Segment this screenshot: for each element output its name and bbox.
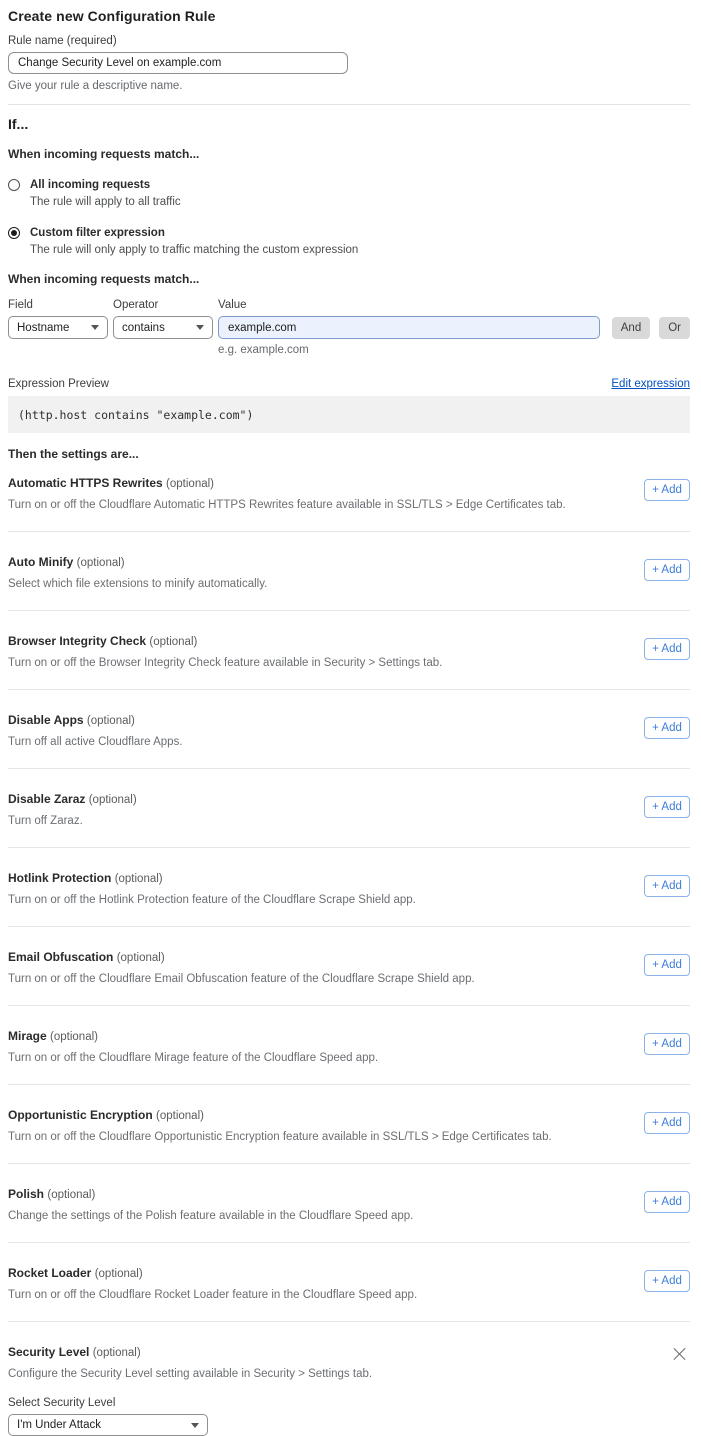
add-button[interactable]: + Add — [644, 954, 690, 976]
add-button[interactable]: + Add — [644, 1191, 690, 1213]
rule-name-input[interactable] — [8, 52, 348, 74]
optional-tag: (optional) — [92, 1347, 141, 1359]
setting-name: Browser Integrity Check — [8, 634, 147, 648]
add-button[interactable]: + Add — [644, 796, 690, 818]
settings-list — [8, 461, 690, 1322]
chevron-down-icon — [196, 325, 204, 330]
rule-name-label: Rule name (required) — [8, 35, 117, 47]
incoming-match-heading: When incoming requests match... — [8, 147, 200, 161]
value-helper: e.g. example.com — [218, 344, 309, 356]
radio-button-icon[interactable] — [8, 227, 20, 239]
add-button[interactable]: + Add — [644, 717, 690, 739]
setting-name: Polish — [8, 1187, 45, 1201]
add-button[interactable]: + Add — [644, 1112, 690, 1134]
add-button[interactable]: + Add — [644, 875, 690, 897]
setting-name: Automatic HTTPS Rewrites — [8, 476, 163, 490]
optional-tag: (optional) — [94, 1268, 143, 1280]
setting-description: Turn on or off the Cloudflare Mirage feature of the Cloudflare Speed app. — [8, 1052, 379, 1064]
optional-tag: (optional) — [50, 1031, 98, 1043]
or-button[interactable]: Or — [659, 317, 690, 339]
add-button[interactable]: + Add — [644, 479, 690, 501]
value-input[interactable] — [218, 316, 600, 339]
optional-tag: (optional) — [166, 478, 214, 490]
setting-description: Turn on or off the Cloudflare Email Obfuscation feature of the Cloudflare Scrape Shield app. — [8, 973, 475, 985]
setting-name: Disable Zaraz — [8, 792, 86, 806]
setting-description: Turn on or off the Hotlink Protection feature of the Cloudflare Scrape Shield app. — [8, 894, 416, 906]
chevron-down-icon — [191, 1423, 199, 1428]
edit-expression-link[interactable]: Edit expression — [611, 378, 690, 390]
expression-preview-label: Expression Preview — [8, 378, 109, 390]
setting-row — [8, 690, 690, 769]
radio-option-custom-filter[interactable] — [8, 226, 690, 257]
setting-description: Turn on or off the Cloudflare Rocket Loader feature in the Cloudflare Speed app. — [8, 1289, 418, 1301]
rule-name-helper: Give your rule a descriptive name. — [8, 80, 183, 92]
optional-tag: (optional) — [116, 952, 165, 964]
field-label: Field — [8, 299, 33, 311]
setting-row — [8, 461, 690, 532]
setting-row — [8, 1085, 690, 1164]
setting-name: Mirage — [8, 1029, 47, 1043]
field-select[interactable] — [8, 316, 108, 339]
expression-preview-box — [8, 396, 690, 433]
setting-name: Auto Minify — [8, 555, 74, 569]
add-button[interactable]: + Add — [644, 1270, 690, 1292]
setting-description: Turn on or off the Cloudflare Opportunistic Encryption feature available in SSL/TLS > Edge Certificates tab. — [8, 1131, 552, 1143]
setting-description: Turn off all active Cloudflare Apps. — [8, 736, 183, 748]
operator-label: Operator — [113, 299, 159, 311]
close-icon[interactable] — [673, 1346, 686, 1359]
setting-name: Email Obfuscation — [8, 950, 114, 964]
setting-row — [8, 1164, 690, 1243]
optional-tag: (optional) — [149, 636, 198, 648]
filter-expression-row — [8, 316, 690, 339]
radio-option-description: The rule will only apply to traffic matching the custom expression — [30, 244, 359, 256]
setting-name: Opportunistic Encryption — [8, 1108, 153, 1122]
add-button[interactable]: + Add — [644, 638, 690, 660]
radio-option-label: All incoming requests — [30, 179, 151, 191]
security-level-select[interactable] — [8, 1414, 208, 1436]
radio-button-icon[interactable] — [8, 179, 20, 191]
setting-row — [8, 611, 690, 690]
chevron-down-icon — [91, 325, 99, 330]
if-heading: If... — [8, 116, 29, 132]
page-title: Create new Configuration Rule — [8, 8, 216, 24]
setting-description: Select which file extensions to minify automatically. — [8, 578, 268, 590]
setting-description: Configure the Security Level setting available in Security > Settings tab. — [8, 1368, 373, 1380]
optional-tag: (optional) — [88, 794, 137, 806]
and-button[interactable]: And — [612, 317, 650, 339]
filter-column-labels — [8, 299, 690, 311]
optional-tag: (optional) — [86, 715, 135, 727]
setting-row — [8, 1243, 690, 1322]
section-divider — [8, 104, 690, 105]
field-select-value: Hostname — [17, 321, 70, 334]
add-button[interactable]: + Add — [644, 1033, 690, 1055]
setting-description: Change the settings of the Polish feature available in the Cloudflare Speed app. — [8, 1210, 414, 1222]
radio-option-all-requests[interactable] — [8, 178, 690, 209]
setting-row — [8, 769, 690, 848]
setting-description: Turn off Zaraz. — [8, 815, 83, 827]
then-settings-heading: Then the settings are... — [8, 447, 139, 461]
value-label: Value — [218, 299, 247, 311]
setting-name: Hotlink Protection — [8, 871, 112, 885]
setting-row — [8, 927, 690, 1006]
filter-match-heading: When incoming requests match... — [8, 272, 200, 286]
setting-row — [8, 848, 690, 927]
setting-name: Security Level — [8, 1345, 90, 1359]
expression-preview-text: (http.host contains "example.com") — [18, 407, 254, 422]
optional-tag: (optional) — [76, 557, 125, 569]
radio-option-label: Custom filter expression — [30, 227, 165, 239]
operator-select[interactable] — [113, 316, 213, 339]
optional-tag: (optional) — [156, 1110, 204, 1122]
setting-row — [8, 1006, 690, 1085]
radio-option-description: The rule will apply to all traffic — [30, 196, 181, 208]
setting-name: Disable Apps — [8, 713, 84, 727]
security-level-select-label: Select Security Level — [8, 1397, 116, 1409]
security-level-select-value: I'm Under Attack — [17, 1419, 102, 1431]
optional-tag: (optional) — [114, 873, 163, 885]
add-button[interactable]: + Add — [644, 559, 690, 581]
setting-description: Turn on or off the Cloudflare Automatic HTTPS Rewrites feature available in SSL/TLS > Edge Certificates tab. — [8, 499, 566, 511]
optional-tag: (optional) — [47, 1189, 96, 1201]
setting-name: Rocket Loader — [8, 1266, 92, 1280]
setting-security-level — [8, 1322, 690, 1436]
setting-row — [8, 532, 690, 611]
setting-description: Turn on or off the Browser Integrity Check feature available in Security > Settings tab. — [8, 657, 443, 669]
operator-select-value: contains — [122, 321, 165, 334]
